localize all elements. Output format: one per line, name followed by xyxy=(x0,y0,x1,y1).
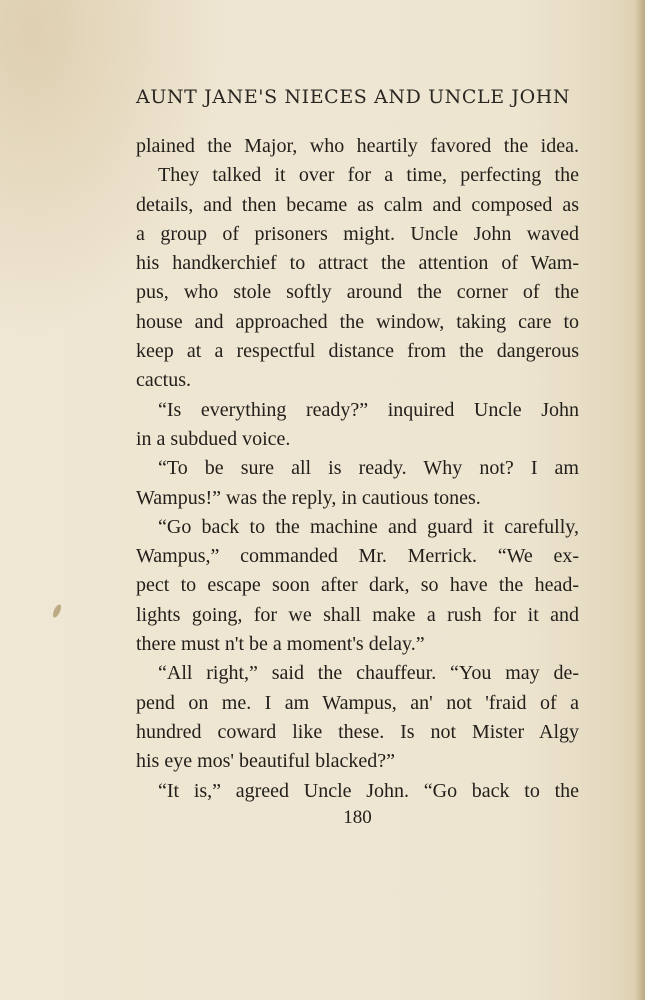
text-line: in a subdued voice. xyxy=(136,427,291,450)
text-line: there must n't be a moment's delay.” xyxy=(136,633,425,656)
text-line: plained the Major, who heartily favored the idea. xyxy=(136,135,579,157)
text-line: “Go back to the machine and guard it carefully, xyxy=(158,515,579,538)
text-line: They talked it over for a time, perfecting the xyxy=(158,164,579,187)
text-line: his handkerchief to attract the attention of Wam- xyxy=(136,252,579,275)
page-edge-shadow xyxy=(635,0,645,1000)
text-line: Wampus,” commanded Mr. Merrick. “We ex- xyxy=(136,545,579,568)
text-line: “It is,” agreed Uncle John. “Go back to the xyxy=(158,779,579,802)
text-line: “Is everything ready?” inquired Uncle John xyxy=(158,398,579,421)
paper-stain xyxy=(51,603,62,618)
text-line: keep at a respectful distance from the dangerous xyxy=(136,340,579,363)
text-line: “To be sure all is ready. Why not? I am xyxy=(158,457,579,480)
page-number: 180 xyxy=(343,807,372,828)
text-line: pend on me. I am Wampus, an' not 'fraid of a xyxy=(136,691,579,714)
running-head: AUNT JANE'S NIECES AND UNCLE JOHN xyxy=(136,86,571,108)
text-line: a group of prisoners might. Uncle John waved xyxy=(136,222,579,245)
body-text xyxy=(136,132,579,806)
text-line: “All right,” said the chauffeur. “You may de- xyxy=(158,662,579,685)
text-line: lights going, for we shall make a rush for it and xyxy=(136,603,579,626)
text-line: house and approached the window, taking care to xyxy=(136,310,579,333)
text-line: hundred coward like these. Is not Mister Algy xyxy=(136,720,579,743)
text-line: his eye mos' beautiful blacked?” xyxy=(136,750,396,773)
text-line: details, and then became as calm and composed as xyxy=(136,193,579,216)
text-line: pect to escape soon after dark, so have the head- xyxy=(136,574,579,597)
text-line: cactus. xyxy=(136,369,191,392)
text-line: Wampus!” was the reply, in cautious tones. xyxy=(136,486,481,509)
text-line: pus, who stole softly around the corner of the xyxy=(136,281,579,304)
